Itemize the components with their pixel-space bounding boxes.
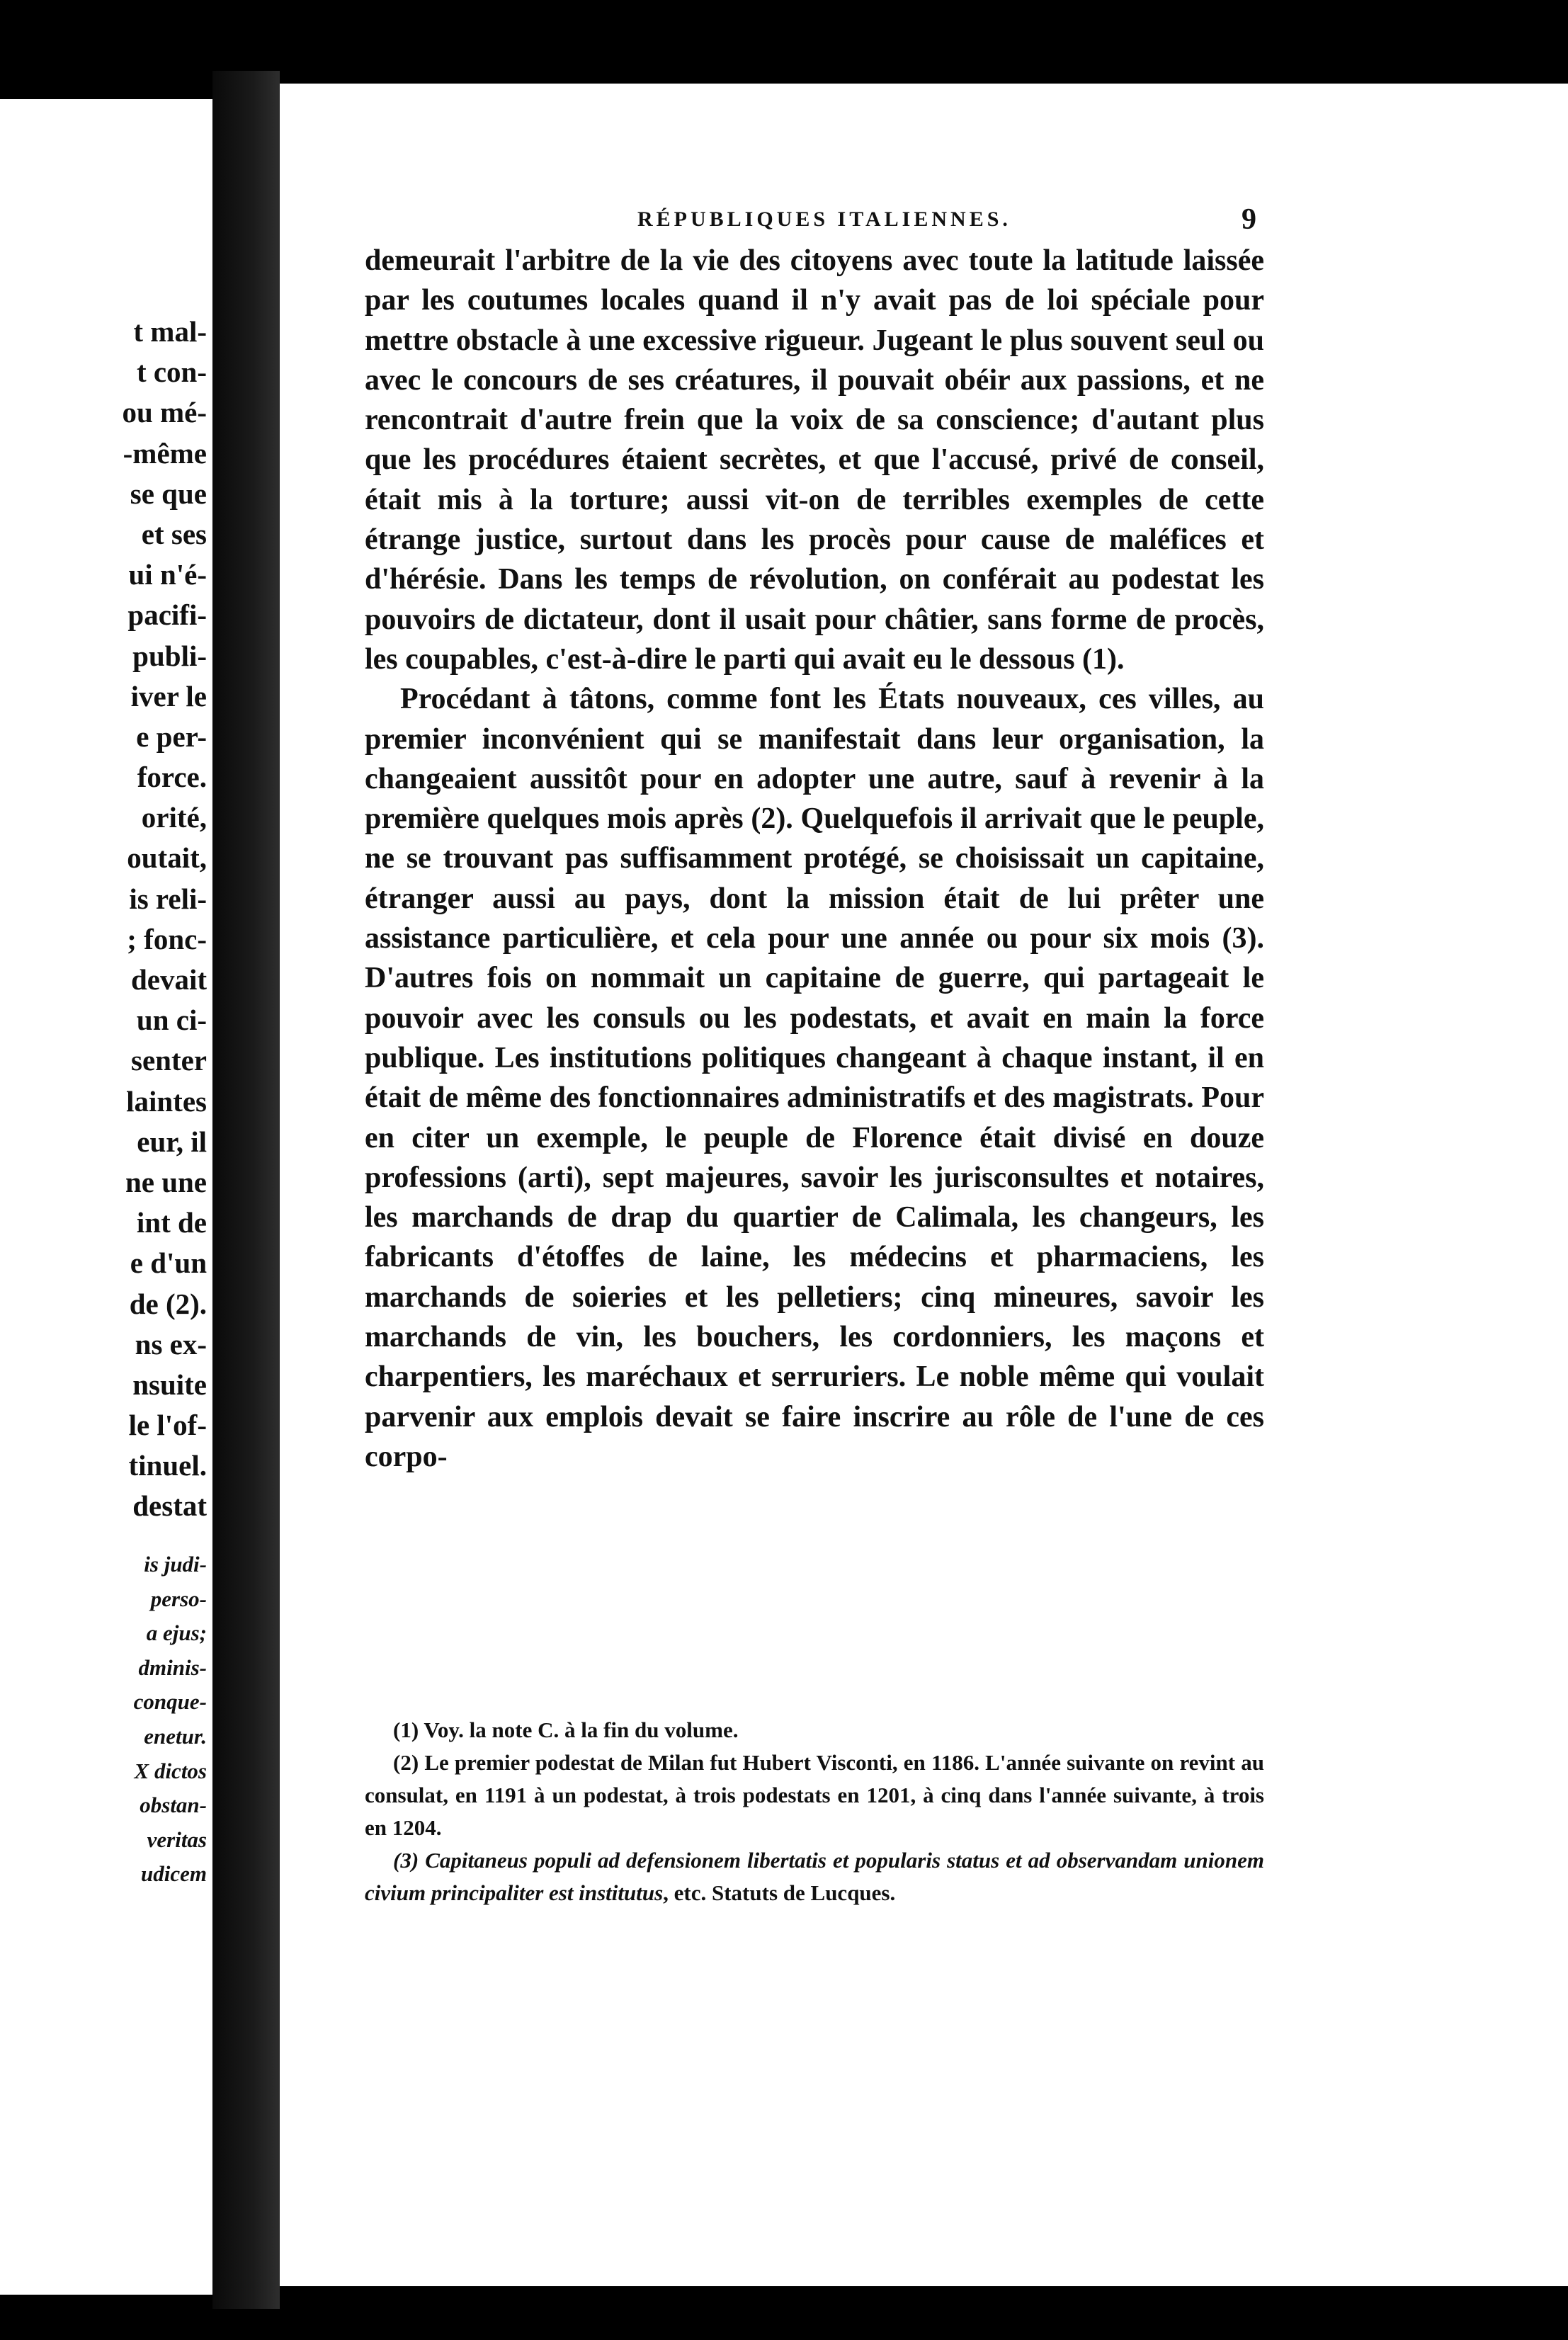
- left-page-line: ne une: [125, 1165, 207, 1198]
- left-page: [0, 99, 212, 2295]
- left-page-line: destat: [132, 1489, 207, 1523]
- left-page-line: un ci-: [136, 1004, 207, 1037]
- footnote-2: (2) Le premier podestat de Milan fut Hubert Visconti, en 1186. L'année suivante on revint au consulat, en 1191 à un podestat, à trois podestats en 1201, à cinq dans l'année suivante, à trois en 1204.: [365, 1750, 1264, 1840]
- left-page-line: e per-: [136, 720, 207, 753]
- left-page-line: de (2).: [129, 1287, 207, 1320]
- left-page-line: e d'un: [130, 1246, 207, 1280]
- left-page-line: publi-: [132, 639, 207, 672]
- left-page-line: laintes: [126, 1084, 207, 1118]
- left-page-note-line: a ejus;: [146, 1620, 207, 1646]
- left-page-line: is reli-: [129, 882, 207, 915]
- left-page-note-line: enetur.: [144, 1723, 207, 1749]
- left-page-text: [0, 312, 207, 1527]
- main-text: [365, 241, 1264, 1477]
- footnotes: [365, 1714, 1264, 1909]
- left-page-line: ns ex-: [135, 1327, 207, 1361]
- page-number: 9: [1242, 203, 1256, 236]
- left-page-line: se que: [130, 477, 207, 510]
- left-page-line: et ses: [141, 517, 207, 550]
- left-page-note-line: udicem: [141, 1861, 207, 1887]
- left-page-line: tinuel.: [128, 1449, 207, 1482]
- left-page-note-line: is judi-: [144, 1552, 207, 1577]
- left-page-line: iver le: [130, 679, 207, 712]
- running-title: RÉPUBLIQUES ITALIENNES.: [637, 208, 1011, 231]
- left-page-note-line: conque-: [133, 1689, 207, 1715]
- left-page-line: outait,: [127, 841, 207, 875]
- left-page-line: force.: [137, 761, 207, 794]
- left-page-line: ; fonc-: [127, 922, 207, 955]
- left-page-line: ui n'é-: [128, 558, 207, 591]
- book-gutter: [212, 71, 280, 2309]
- left-page-note-line: veritas: [147, 1827, 207, 1852]
- left-page-line: t mal-: [133, 315, 207, 348]
- footnote-3: [365, 1844, 1264, 1909]
- left-page-note-line: obstan-: [140, 1793, 207, 1818]
- left-page-note-line: X dictos: [134, 1758, 207, 1783]
- left-page-note-line: dminis-: [138, 1654, 207, 1680]
- left-page-line: t con-: [136, 356, 207, 389]
- paragraph: Procédant à tâtons, comme font les États nouveaux, ces villes, au premier inconvénient qui se manifestait dans leur organisation, la changeaient aussitôt pour en adopter une autre, sauf à revenir à la première quelques mois après (2). Quelquefois il arrivait que le peuple, ne se trouvant pas suffisamment protégé, se choisissait un capitaine, étranger aussi au pays, dont la mission était de lui prêter une assistance particulière, et cela pour une année ou pour six mois (3). D'autres fois on nommait un capitaine de guerre, qui partageait le pouvoir avec les consuls ou les podestats, et avait en main la force publique. Les institutions politiques changeant à chaque instant, il en était de même des fonctionnaires administratifs et des magistrats. Pour en citer un exemple, le peuple de Florence était divisé en douze professions (arti), sept majeures, savoir les jurisconsultes et notaires, les marchands de drap du quartier de Calimala, les changeurs, les fabricants d'étoffes de laine, les médecins et pharmaciens, les marchands de soieries et les pelletiers; cinq mineures, savoir les marchands de vin, les bouchers, les cordonniers, les maçons et charpentiers, les maréchaux et serruriers. Le noble même qui voulait parvenir aux emplois devait se faire inscrire au rôle de l'une de ces corpo-: [365, 683, 1264, 1473]
- footnote-1: (1) Voy. la note C. à la fin du volume.: [393, 1717, 739, 1742]
- left-page-line: int de: [136, 1206, 207, 1239]
- left-page-line: eur, il: [137, 1125, 207, 1158]
- left-page-line: senter: [130, 1044, 207, 1077]
- page-header: [358, 198, 1278, 241]
- footnote-3-source: , etc. Statuts de Lucques.: [663, 1880, 896, 1905]
- footnote-3-quote: (3) Capitaneus populi ad defensionem libertatis et popularis status et ad observandam unionem civium principaliter est institutus: [365, 1848, 1264, 1905]
- left-page-line: nsuite: [132, 1368, 207, 1401]
- left-page-line: orité,: [141, 801, 207, 834]
- left-page-line: pacifi-: [127, 598, 207, 632]
- left-page-line: ou mé-: [122, 396, 207, 429]
- left-page-notes: [0, 1547, 207, 1892]
- left-page-line: devait: [130, 963, 207, 996]
- left-page-line: -même: [123, 436, 207, 470]
- left-page-note-line: perso-: [150, 1586, 207, 1611]
- left-page-line: le l'of-: [128, 1409, 207, 1442]
- paragraph: demeurait l'arbitre de la vie des citoyens avec toute la latitude laissée par les coutumes locales quand il n'y avait pas de loi spéciale pour mettre obstacle à une excessive rigueur. Jugeant le plus souvent seul ou avec le concours de ses créatures, il pouvait obéir aux passions, et ne rencontrait d'autre frein que la voix de sa conscience; d'autant plus que les procédures étaient secrètes, et que l'accusé, privé de conseil, était mis à la torture; aussi vit-on de terribles exemples de cette étrange justice, surtout dans les procès pour cause de maléfices et d'hérésie. Dans les temps de révolution, on conférait au podestat les pouvoirs de dictateur, dont il usait pour châtier, sans forme de procès, les coupables, c'est-à-dire le parti qui avait eu le dessous (1).: [365, 244, 1264, 676]
